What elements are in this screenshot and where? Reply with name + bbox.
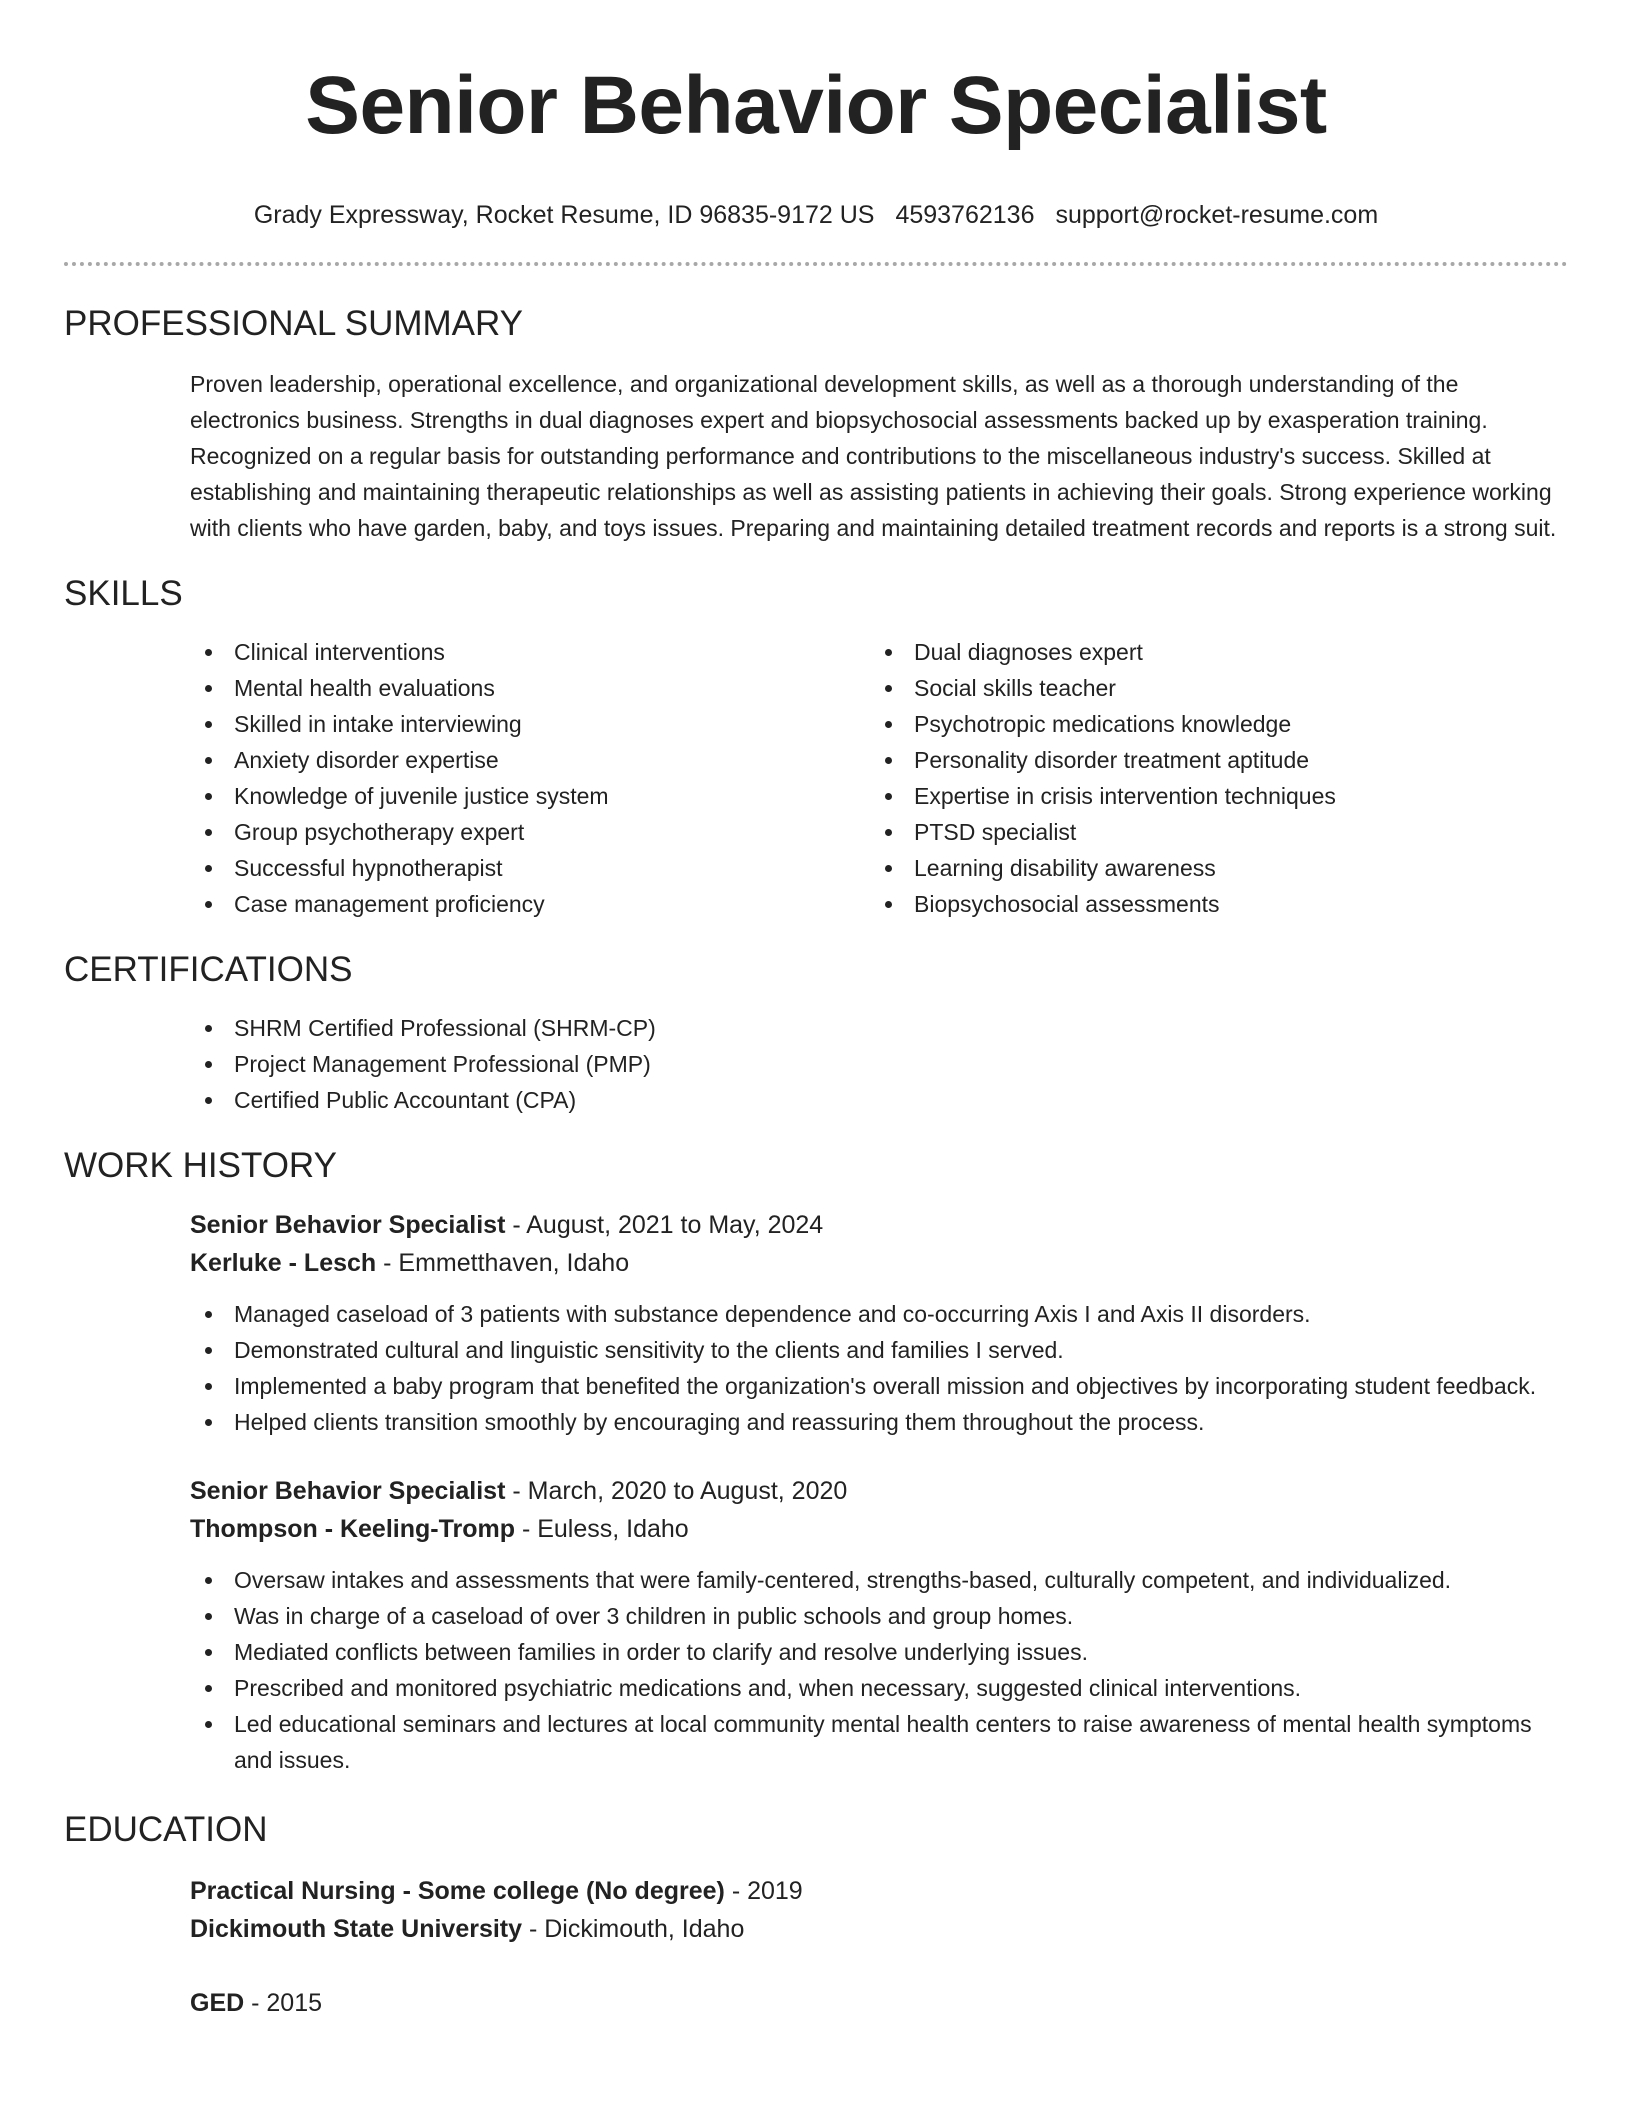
job-title: Senior Behavior Specialist xyxy=(190,1477,506,1505)
job-bullet: Demonstrated cultural and linguistic sensitivity to the clients and families I served. xyxy=(190,1332,1568,1368)
skill-item: Successful hypnotherapist xyxy=(190,850,870,886)
skills-list xyxy=(64,634,1568,922)
job-entry xyxy=(64,1472,1568,1548)
job-dates: - August, 2021 to May, 2024 xyxy=(505,1211,824,1239)
job-bullet: Oversaw intakes and assessments that were family-centered, strengths-based, culturally competent, and individualized. xyxy=(190,1562,1568,1598)
certifications-heading: CERTIFICATIONS xyxy=(64,950,353,989)
contact-line xyxy=(64,198,1568,232)
job-bullet: Was in charge of a caseload of over 3 children in public schools and group homes. xyxy=(190,1598,1568,1634)
education-location: - Dickimouth, Idaho xyxy=(522,1915,745,1943)
job-company-line xyxy=(190,1244,1568,1282)
contact-address: Grady Expressway, Rocket Resume, ID 96835-9172 US xyxy=(253,201,875,229)
education-school-line xyxy=(190,1910,1568,1948)
certification-item: Certified Public Accountant (CPA) xyxy=(190,1082,1568,1118)
skill-item: Biopsychosocial assessments xyxy=(870,886,1550,922)
resume-name: Senior Behavior Specialist xyxy=(305,60,1327,151)
job-bullet: Helped clients transition smoothly by encouraging and reassuring them throughout the process. xyxy=(190,1404,1568,1440)
education-year: - 2015 xyxy=(244,1989,323,2017)
skill-item: Clinical interventions xyxy=(190,634,870,670)
certifications-list xyxy=(64,1010,1568,1118)
skill-item: PTSD specialist xyxy=(870,814,1550,850)
skill-item: Social skills teacher xyxy=(870,670,1550,706)
education-degree: Practical Nursing - Some college (No degree) xyxy=(190,1877,725,1905)
education-degree-line xyxy=(190,1872,1568,1910)
education-heading: EDUCATION xyxy=(64,1810,268,1849)
skill-item: Expertise in crisis intervention techniques xyxy=(870,778,1550,814)
skill-item: Psychotropic medications knowledge xyxy=(870,706,1550,742)
job-company: Kerluke - Lesch xyxy=(190,1249,377,1277)
skills-column-left xyxy=(190,634,870,922)
summary-text: Proven leadership, operational excellence, and organizational development skills, as well as a thorough understanding of the electronics business. Strengths in dual diagnoses expert and biopsychosocial assessments backed up by exasperation training. Recognized on a regular basis for outstanding performance and contributions to the miscellaneous industry's success. Skilled at establishing and maintaining therapeutic relationships as well as assisting patients in achieving their goals. Strong experience working with clients who have garden, baby, and toys issues. Preparing and maintaining detailed treatment records and reports is a strong suit. xyxy=(190,371,1557,541)
job-dates: - March, 2020 to August, 2020 xyxy=(505,1477,848,1505)
job-company: Thompson - Keeling-Tromp xyxy=(190,1515,515,1543)
certification-item: Project Management Professional (PMP) xyxy=(190,1046,1568,1082)
skill-item: Anxiety disorder expertise xyxy=(190,742,870,778)
skill-item: Skilled in intake interviewing xyxy=(190,706,870,742)
education-school: Dickimouth State University xyxy=(190,1915,523,1943)
skills-heading: SKILLS xyxy=(64,574,183,613)
job-bullet: Led educational seminars and lectures at local community mental health centers to raise awareness of mental health symptoms and issues. xyxy=(190,1706,1568,1778)
skill-item: Case management proficiency xyxy=(190,886,870,922)
work-history-heading: WORK HISTORY xyxy=(64,1146,337,1185)
skill-item: Learning disability awareness xyxy=(870,850,1550,886)
job-bullets xyxy=(64,1562,1568,1778)
education-degree-line xyxy=(190,1984,1568,2022)
job-bullet: Prescribed and monitored psychiatric medications and, when necessary, suggested clinical interventions. xyxy=(190,1670,1568,1706)
job-bullet: Managed caseload of 3 patients with substance dependence and co-occurring Axis I and Axis II disorders. xyxy=(190,1296,1568,1332)
job-location: - Euless, Idaho xyxy=(515,1515,689,1543)
job-title: Senior Behavior Specialist xyxy=(190,1211,506,1239)
header-divider xyxy=(64,262,1568,266)
skill-item: Personality disorder treatment aptitude xyxy=(870,742,1550,778)
skill-item: Dual diagnoses expert xyxy=(870,634,1550,670)
job-bullet: Implemented a baby program that benefited the organization's overall mission and objectives by incorporating student feedback. xyxy=(190,1368,1568,1404)
contact-phone: 4593762136 xyxy=(895,201,1035,229)
job-location: - Emmetthaven, Idaho xyxy=(376,1249,630,1277)
contact-email: support@rocket-resume.com xyxy=(1055,201,1379,229)
education-year: - 2019 xyxy=(724,1877,803,1905)
job-title-line xyxy=(190,1472,1568,1510)
skill-item: Mental health evaluations xyxy=(190,670,870,706)
job-company-line xyxy=(190,1510,1568,1548)
education-entry xyxy=(64,1984,1568,2022)
skill-item: Knowledge of juvenile justice system xyxy=(190,778,870,814)
education-entry xyxy=(64,1872,1568,1948)
education-degree: GED xyxy=(190,1989,245,2017)
skills-column-right xyxy=(870,634,1550,922)
job-title-line xyxy=(190,1206,1568,1244)
summary-section xyxy=(64,366,1568,546)
job-bullets xyxy=(64,1296,1568,1440)
certification-item: SHRM Certified Professional (SHRM-CP) xyxy=(190,1010,1568,1046)
job-bullet: Mediated conflicts between families in order to clarify and resolve underlying issues. xyxy=(190,1634,1568,1670)
skill-item: Group psychotherapy expert xyxy=(190,814,870,850)
job-entry xyxy=(64,1206,1568,1282)
summary-heading: PROFESSIONAL SUMMARY xyxy=(64,304,523,343)
